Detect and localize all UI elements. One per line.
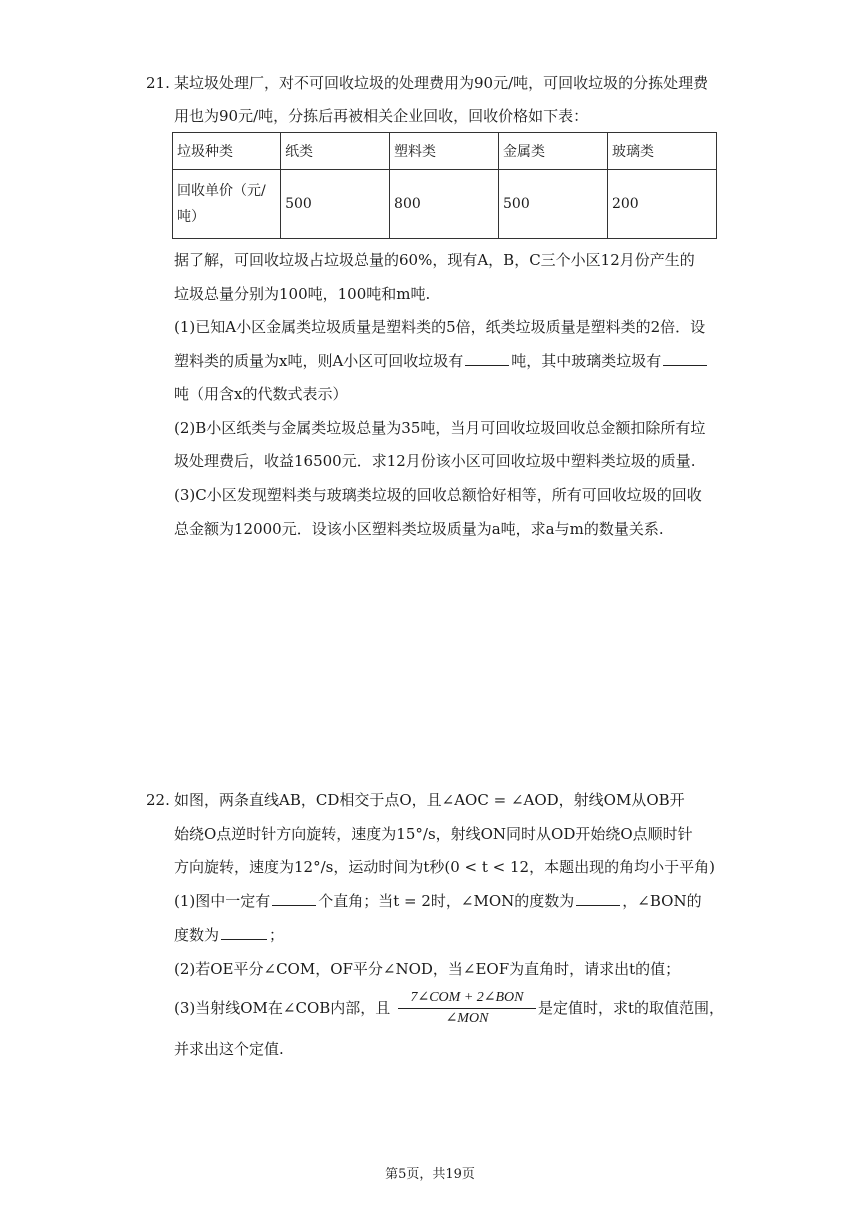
q22-part3-line2: 并求出这个定值. xyxy=(174,1040,284,1058)
fraction-bar xyxy=(398,1008,536,1009)
table-header-cell: 金属类 xyxy=(499,133,608,170)
table-cell: 500 xyxy=(499,170,608,239)
table-header-cell: 玻璃类 xyxy=(607,133,716,170)
question-21-info-line2: 垃圾总量分别为100吨，100吨和m吨. xyxy=(174,285,431,303)
table-header-cell: 塑料类 xyxy=(390,133,499,170)
q22-part1-text-e: ； xyxy=(269,926,285,944)
fraction-expression xyxy=(398,989,536,1028)
answer-blank xyxy=(221,925,267,940)
q21-part3-line2: 总金额为12000元．设该小区塑料类垃圾质量为a吨，求a与m的数量关系. xyxy=(174,520,664,538)
q21-part1-line2 xyxy=(174,351,709,371)
table-row xyxy=(173,170,717,239)
q22-part1-text-c: ，∠BON的 xyxy=(622,892,702,910)
q22-part2-line1: (2)若OE平分∠COM，OF平分∠NOD，当∠EOF为直角时，请求出t的值； xyxy=(174,960,681,978)
table-header-cell: 纸类 xyxy=(281,133,390,170)
q22-part1-text-b: 个直角；当t = 2时，∠MON的度数为 xyxy=(318,892,575,910)
table-cell: 800 xyxy=(390,170,499,239)
table-cell: 500 xyxy=(281,170,390,239)
q21-part1-text-a: 塑料类的质量为x吨，则A小区可回收垃圾有 xyxy=(174,352,464,370)
recycling-price-table xyxy=(172,132,717,239)
question-21-stem-line1: 某垃圾处理厂，对不可回收垃圾的处理费用为90元/吨，可回收垃圾的分拣处理费 xyxy=(174,74,709,92)
table-row-label xyxy=(173,170,281,239)
question-22-number: 22. xyxy=(146,791,170,809)
question-22-stem-line1: 如图，两条直线AB，CD相交于点O，且∠AOC = ∠AOD，射线OM从OB开 xyxy=(174,791,685,809)
q21-part2-line2: 圾处理费后，收益16500元．求12月份该小区可回收垃圾中塑料类垃圾的质量. xyxy=(174,452,696,470)
answer-blank xyxy=(465,351,509,366)
page-number: 第5页，共19页 xyxy=(385,1167,475,1182)
q21-part1-line1: (1)已知A小区金属类垃圾质量是塑料类的5倍，纸类垃圾质量是塑料类的2倍．设 xyxy=(174,318,706,336)
question-21-stem-line2: 用也为90元/吨，分拣后再被相关企业回收，回收价格如下表： xyxy=(174,107,589,125)
answer-blank xyxy=(576,891,620,906)
table-cell: 200 xyxy=(607,170,716,239)
q22-part1-line1 xyxy=(174,891,702,911)
q21-part2-line1: (2)B小区纸类与金属类垃圾总量为35吨，当月可回收垃圾回收总金额扣除所有垃 xyxy=(174,419,706,437)
answer-blank xyxy=(663,351,707,366)
table-header-row xyxy=(173,133,717,170)
answer-blank xyxy=(272,891,316,906)
table-header-cell: 垃圾种类 xyxy=(173,133,281,170)
question-21-info-line1: 据了解，可回收垃圾占垃圾总量的60%，现有A，B，C三个小区12月份产生的 xyxy=(174,251,695,269)
fraction-numerator: 7∠COM + 2∠BON xyxy=(410,990,524,1005)
q22-part1-text-a: (1)图中一定有 xyxy=(174,892,271,910)
question-22-stem-line3: 方向旋转，速度为12°/s，运动时间为t秒(0 < t < 12，本题出现的角均小于平角) xyxy=(174,858,715,876)
q21-part1-text-b: 吨，其中玻璃类垃圾有 xyxy=(511,352,662,370)
row-label-line2: 吨） xyxy=(177,209,205,225)
q22-part1-line2 xyxy=(174,925,284,945)
question-21-number: 21. xyxy=(146,74,170,92)
q22-part1-text-d: 度数为 xyxy=(174,926,220,944)
q21-part3-line1: (3)C小区发现塑料类与玻璃类垃圾的回收总额恰好相等，所有可回收垃圾的回收 xyxy=(174,486,702,504)
q22-part3-prefix: (3)当射线OM在∠COB内部，且 xyxy=(174,999,391,1017)
fraction-denominator: ∠MON xyxy=(445,1011,489,1026)
q21-part1-line3: 吨（用含x的代数式表示） xyxy=(174,385,348,403)
row-label-line1: 回收单价（元/ xyxy=(177,183,266,199)
q22-part3-suffix: 是定值时，求t的取值范围， xyxy=(538,999,725,1017)
question-22-stem-line2: 始绕O点逆时针方向旋转，速度为15°/s，射线ON同时从OD开始绕O点顺时针 xyxy=(174,825,693,843)
